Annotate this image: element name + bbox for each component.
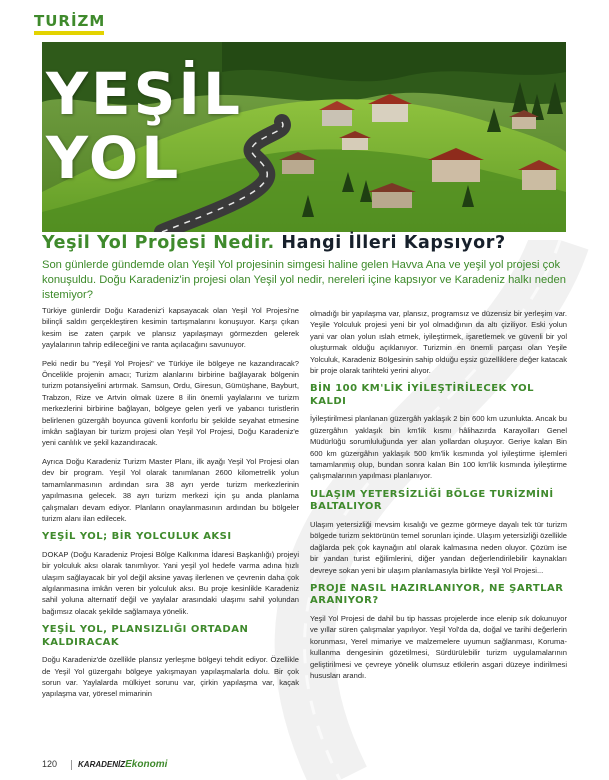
paragraph: Yeşil Yol Projesi de dahil bu tip hassas projelerde ince elenip sık dokunuyor ve yıllar süren çalışmalar yapılıyor. Yeşil Yol'da da, doğal ve tarihi değerlerin korunması, Yerel mimariye ve malzemelere uyumun sağlanması, Koruma-kullanma dengesinin gözetilmesi, Sürdürülebilir turizm uygulamalarının geliştirilmesi ve çevreye yönelik olumsuz etkilerin asgari düzeye indirilmesi hususları arandı. xyxy=(310,613,567,680)
article-headline xyxy=(42,233,582,253)
headline-part1: Yeşil Yol Projesi Nedir. xyxy=(42,233,275,253)
page-number: 120 xyxy=(42,759,58,769)
section-tag xyxy=(34,12,105,35)
subheading: ULAŞIM YETERSİZLİĞİ BÖLGE TURİZMİNİ BALTALIYOR xyxy=(310,488,554,513)
subheading: YEŞİL YOL; BİR YOLCULUK AKSI xyxy=(42,531,232,543)
subheading: BİN 100 KM'LİK İYİLEŞTİRİLECEK YOL KALDI xyxy=(310,383,535,407)
section-tag-underline xyxy=(34,31,104,35)
paragraph: Türkiye günlerdir Doğu Karadeniz'i kapsayacak olan Yeşil Yol Projesi'ne bilinçli saldırı gerçekleştiren kesimin tartışmalarını konuşuyor. Karşı çıkan kesim ise zaten çarpık ve plansız yapılaşmayı görmezden gelerek yaylalarının tahrip edileceğini ve ranta açılacağını savunuyor. xyxy=(42,306,299,350)
magazine-logo xyxy=(78,759,167,770)
paragraph: İyileştirilmesi planlanan güzergâh yaklaşık 2 bin 600 km uzunlukta. Ancak bu güzergâhın yaklaşık bin km'lik kısmı hâlihazırda Karayolları Genel Müdürlüğü sorumluluğunda yer alan yollardan oluşuyor. Geriye kalan Bin 600 km güzergâhın yaklaşık 500 km'lik kısmında yol iyileştirme işlemleri tamamlanmış olup, bundan sonra kalan Bin 100 km'lik kısmında iyileştirme çalışmalarının yapılması planlanıyor. xyxy=(310,414,567,481)
paragraph: Doğu Karadeniz'de özellikle plansız yerleşme bölgeyi tehdit ediyor. Özellikle de Yeşil Yol güzergahı bölgeye yakışmayan yapılaşmalarla dolu. Bir çok sorun var. Yaylalarda mülkiyet sorunu var, çirkin yapılaşma var, kaçak yapılaşma var, yöresel mimarinin xyxy=(42,655,299,699)
hero-title xyxy=(46,62,243,190)
subheading: PROJE NASIL HAZIRLANIYOR, NE ŞARTLAR ARANIYOR? xyxy=(310,582,564,607)
section-tag-label: TURİZM xyxy=(34,12,106,30)
right-column xyxy=(310,308,567,688)
paragraph: olmadığı bir yapılaşma var, plansız, programsız ve düzensiz bir yerleşim var. Yeşile Yolculuk projesi yeni bir yol olmadığının da altı çiziliyor. Eski yolun yani var olan yolun ıslah etmek, iyileştirmek, işaretlemek ve güvenli bir yol oluşturmak olduğu açıklanıyor. Turizmin en önemli parçası olan Yeşile Yolculuk, Karadeniz Bölgesinin sahip olduğu eşsiz güzelliklere değer katacak bir proje olarak tarihteki yerini alıyor. xyxy=(310,309,567,376)
paragraph: DOKAP (Doğu Karadeniz Projesi Bölge Kalkınma İdaresi Başkanlığı) projeyi bir yolculuk aksı olarak tanımlıyor. Yani yeşil yol hedefe varma adına hızlı ulaşım sağlayacak bir yol değil aksine yavaş ilerlenen ve çevrenin daha çok algılanmasına imkân veren bir yolculuk aksı. Bu proje kesinlikle Karadeniz sahil yoluna alternatif değil ve yaylalar arasındaki ulaşımı sahil yolundan bağımsız olacak şekilde sağlamaya yönelik. xyxy=(42,549,299,616)
article-lead: Son günlerde gündemde olan Yeşil Yol projesinin simgesi haline gelen Havva Ana ve yeşil yol projesi çok konuşuldu. Doğu Karadeniz'in projesi olan Yeşil yol nedir, nereleri içine kapsıyor ve Karadeniz halkı neden istemiyor? xyxy=(42,259,566,301)
headline-part2: Hangi İlleri Kapsıyor? xyxy=(274,233,506,253)
subheading: YEŞİL YOL, PLANSIZLIĞI ORTADAN KALDIRACAK xyxy=(42,624,249,648)
logo-bottom: Ekonomi xyxy=(125,759,168,770)
paragraph: Peki nedir bu "Yeşil Yol Projesi" ve Türkiye ile bölgeye ne kazandıracak? Öncelikle projenin amacı; Turizm alanlarını birbirine bağlayarak bölgenin turizm potansiyelini artırmak. Samsun, Ordu, Giresun, Gümüşhane, Bayburt, Trabzon, Rize ve Artvin olmak üzere 8 ilin önemli yaylalarını ve turizm merkezlerini birbirine bağlayan, bölgeye gelen yerli ve yabancı turistlerin belirlenen güzergâh boyunca güvenli konforlu bir şekilde seyahat etmesine imkân sağlayan bir turizm projesi olan Yeşil Yol Projesi, Doğu Karadeniz'e yeni canlılık ve şekil kazandıracak. xyxy=(42,358,299,448)
hero-title-line2: YOL xyxy=(46,124,182,192)
logo-top: KARADENİZ xyxy=(78,760,126,769)
page-footer xyxy=(42,759,167,770)
paragraph: Ayrıca Doğu Karadeniz Turizm Master Planı, ilk ayağı Yeşil Yol Projesi olan dev bir program. Yeşil Yol olarak tanımlanan 2600 kilometrelik yolun tamamlanmasının ardından sıra 38 ayrı yerde turizm merkezlerinin yapılmasına gelecek. 38 ayrı turizm merkezi için şu anda planlama çalışmaları devam ediyor. Planların onaylanmasının ardından bu bölgeler turizm alanı ilan edilecek. xyxy=(42,456,299,523)
footer-divider xyxy=(71,760,72,770)
left-column xyxy=(42,305,299,707)
hero-image xyxy=(42,42,566,232)
paragraph: Ulaşım yetersizliği mevsim kısalığı ve gezme görmeye dayalı tek tür turizm bölgede turizm sektörünün temel sorunları içinde. Ulaşım yetersizliği özellikle dağlarda pek çok kaynağın atıl olarak kalmasına neden oluyor. Çözüm ise bir yandan turist eğilimlerini, diğer yandan değerlendirilebilir kaynakları devreye sokan yeni bir ulaşım planlamasıyla birlikte Yeşil Yol Projesi... xyxy=(310,519,567,575)
hero-title-line1: YEŞİL xyxy=(46,60,243,128)
